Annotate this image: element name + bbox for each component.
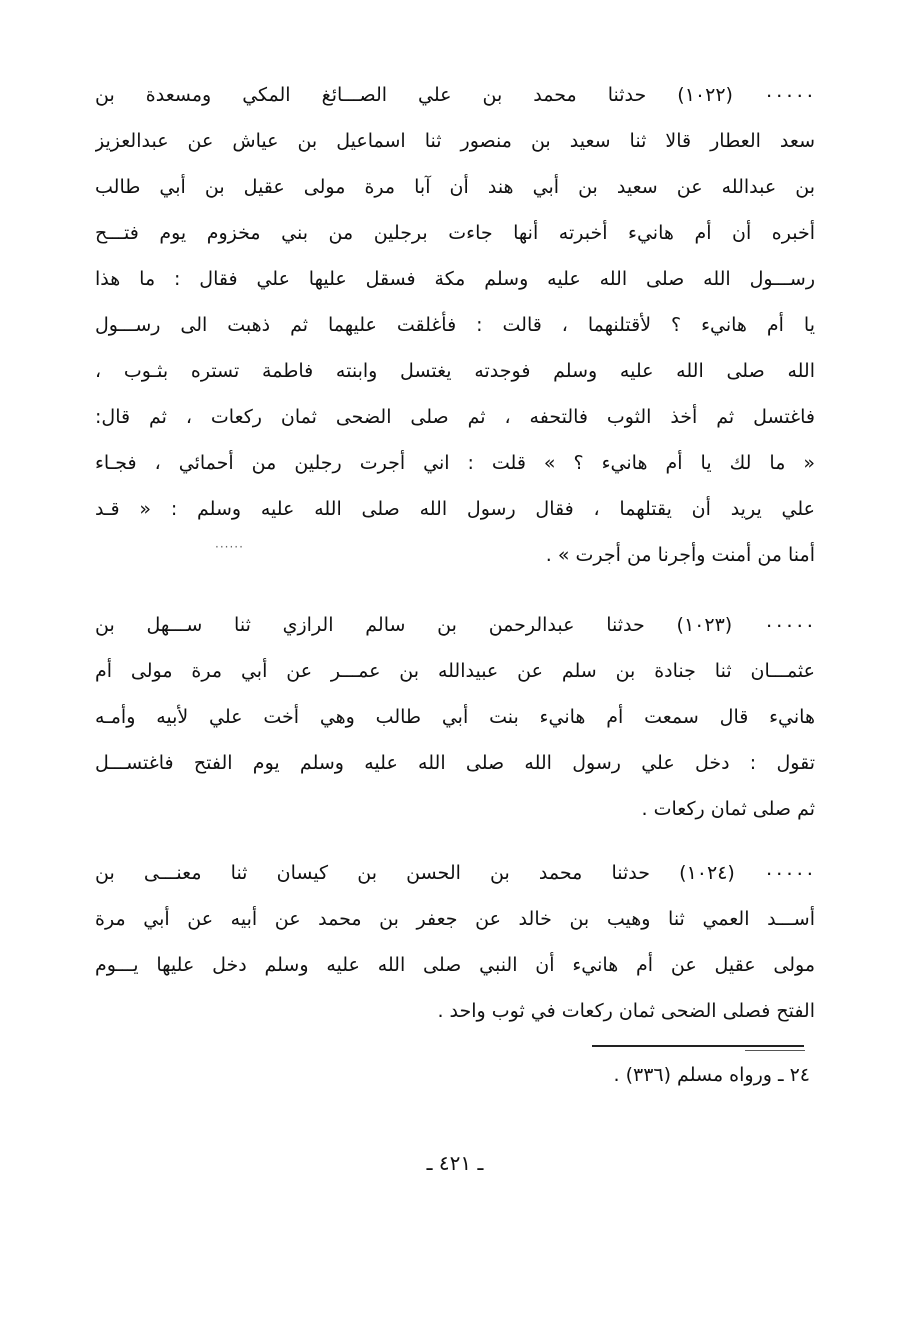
hadith-1022-line-2: سعد العطار قالا ثنا سعيد بن منصور ثنا اسماعيل بن عياش عن عبدالعزيز (95, 130, 815, 152)
hadith-1023-line-5: ثم صلى ثمان ركعات . (641, 798, 815, 820)
hadith-1022-line-8: فاغتسل ثم أخذ الثوب فالتحفه ، ثم صلى الضحى ثمان ركعات ، ثم قال: (95, 406, 815, 428)
hadith-1024-line-2: أســـد العمي ثنا وهيب بن خالد عن جعفر بن محمد عن أبيه عن أبي مرة (95, 908, 815, 930)
margin-mark: ······ (215, 540, 244, 554)
hadith-1022-line-11: أمنا من أمنت وأجرنا من أجرت » . (545, 544, 815, 566)
hadith-1023-line-3: هانيء قال سمعت أم هانيء بنت أبي طالب وهي أخت علي لأبيه وأمـه (95, 706, 815, 728)
hadith-1023-line-4: تقول : دخل علي رسول الله صلى الله عليه وسلم يوم الفتح فاغتســـل (95, 752, 815, 774)
page-number: ـ ٤٢١ ـ (426, 1151, 484, 1175)
footnote-separator (592, 1045, 804, 1047)
hadith-1023-line-2: عثمـــان ثنا جنادة بن سلم عن عبيدالله بن عمـــر عن أبي مرة مولى أم (95, 660, 815, 682)
hadith-1022-line-5: رســـول الله صلى الله عليه وسلم مكة فسقل عليها علي فقال : ما هذا (95, 268, 815, 290)
hadith-1024-line-1: ٠٠٠٠٠ (١٠٢٤) حدثنا محمد بن الحسن بن كيسان ثنا معنـــى بن (95, 862, 815, 884)
hadith-1022-line-1: ٠٠٠٠٠ (١٠٢٢) حدثنا محمد بن علي الصـــائغ المكي ومسعدة بن (95, 84, 815, 106)
hadith-1022-line-4: أخبره أن أم هانيء أخبرته أنها جاءت برجلين من بني مخزوم يوم فتـــح (95, 222, 815, 244)
hadith-1024-line-3: مولى عقيل عن أم هانيء أن النبي صلى الله عليه وسلم دخل عليها يـــوم (95, 954, 815, 976)
hadith-1022-line-9: « ما لك يا أم هانيء ؟ » قلت : اني أجرت رجلين من أحمائي ، فجـاء (95, 452, 815, 474)
hadith-1022-line-7: الله صلى الله عليه وسلم فوجدته يغتسل وابنته فاطمة تستره بثـوب ، (95, 360, 815, 382)
hadith-1024-line-4: الفتح فصلى الضحى ثمان ركعات في ثوب واحد . (437, 1000, 815, 1022)
hadith-1022-line-3: بن عبدالله عن سعيد بن أبي هند أن آبا مرة مولى عقيل بن أبي طالب (95, 176, 815, 198)
footnote-separator-thin (745, 1050, 805, 1051)
footnote: ٢٤ ـ ورواه مسلم (٣٣٦) . (613, 1064, 810, 1086)
hadith-1022-line-6: يا أم هانيء ؟ لأقتلنهما ، قالت : فأغلقت عليهما ثم ذهبت الى رســـول (95, 314, 815, 336)
hadith-1022-line-10: علي يريد أن يقتلهما ، فقال رسول الله صلى الله عليه وسلم : « قـد (95, 498, 815, 520)
hadith-1023-line-1: ٠٠٠٠٠ (١٠٢٣) حدثنا عبدالرحمن بن سالم الرازي ثنا ســـهل بن (95, 614, 815, 636)
